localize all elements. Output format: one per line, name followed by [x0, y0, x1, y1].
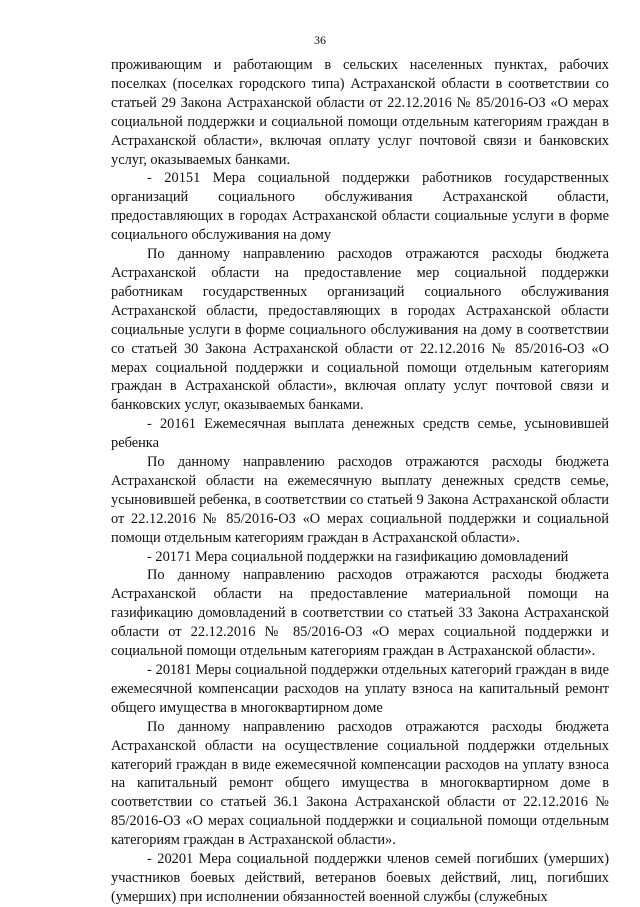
item-heading-20151: - 20151 Мера социальной поддержки работников государственных организаций социального обслуживания Астраханской области, предоставляющих в городах Астраханской области социальные услуги в форме социального обслуживания на дому — [111, 170, 609, 244]
item-heading-20161: - 20161 Ежемесячная выплата денежных средств семье, усыновившей ребенка — [111, 416, 609, 452]
document-body — [111, 56, 609, 907]
paragraph-20161-description: По данному направлению расходов отражаются расходы бюджета Астраханской области на ежемесячную выплату денежных средств семье, усыновившей ребенка, в соответствии со статьей 9 Закона Астраханской области от 22.12.2016 № 85/2016-ОЗ «О мерах социальной поддержки и социальной помощи отдельным категориям граждан в Астраханской области». — [111, 454, 609, 546]
paragraph-20171-description: По данному направлению расходов отражаются расходы бюджета Астраханской области на предоставление материальной помощи на газификацию домовладений в соответствии со статьей 33 Закона Астраханской области от 22.12.2016 № 85/2016-ОЗ «О мерах социальной поддержки и социальной помощи отдельным категориям граждан в Астраханской области». — [111, 567, 609, 660]
page-number: 36 — [314, 33, 326, 47]
item-heading-20171: - 20171 Мера социальной поддержки на газификацию домовладений — [147, 548, 569, 565]
item-heading-20181: - 20181 Меры социальной поддержки отдельных категорий граждан в виде ежемесячной компенсации расходов на уплату взноса на капитальный ремонт общего имущества в многоквартирном доме — [111, 662, 609, 716]
item-heading-20201: - 20201 Мера социальной поддержки членов семей погибших (умерших) участников боевых действий, ветеранов боевых действий, лиц, погибших (умерших) при исполнении обязанностей военной службы (служебных — [111, 851, 609, 905]
paragraph-20151-description: По данному направлению расходов отражаются расходы бюджета Астраханской области на предоставление мер социальной поддержки работникам государственных организаций социального обслуживания Астраханской области, предоставляющих в городах Астраханской области социальные услуги в форме социального обслуживания на дому в соответствии со статьей 30 Закона Астраханской области от 22.12.2016 № 85/2016-ОЗ «О мерах социальной поддержки и социальной помощи отдельным категориям граждан в Астраханской области», включая оплату услуг почтовой связи и банковских услуг, оказываемых банками. — [111, 246, 609, 414]
paragraph-20181-description: По данному направлению расходов отражаются расходы бюджета Астраханской области на осуществление социальной поддержки отдельных категорий граждан в виде ежемесячной компенсации расходов на уплату взноса на капитальный ремонт общего имущества в многоквартирном доме в соответствии со статьей 36.1 Закона Астраханской области от 22.12.2016 № 85/2016-ОЗ «О мерах социальной поддержки и социальной помощи отдельным категориям граждан в Астраханской области». — [111, 718, 609, 849]
paragraph-continuation: проживающим и работающим в сельских населенных пунктах, рабочих поселках (поселках городского типа) Астраханской области в соответствии со статьей 29 Закона Астраханской области от 22.12.2016 № 85/2016-ОЗ «О мерах социальной поддержки и социальной помощи отдельным категориям граждан в Астраханской области», включая оплату услуг почтовой связи и банковских услуг, оказываемых банками. — [111, 57, 609, 168]
